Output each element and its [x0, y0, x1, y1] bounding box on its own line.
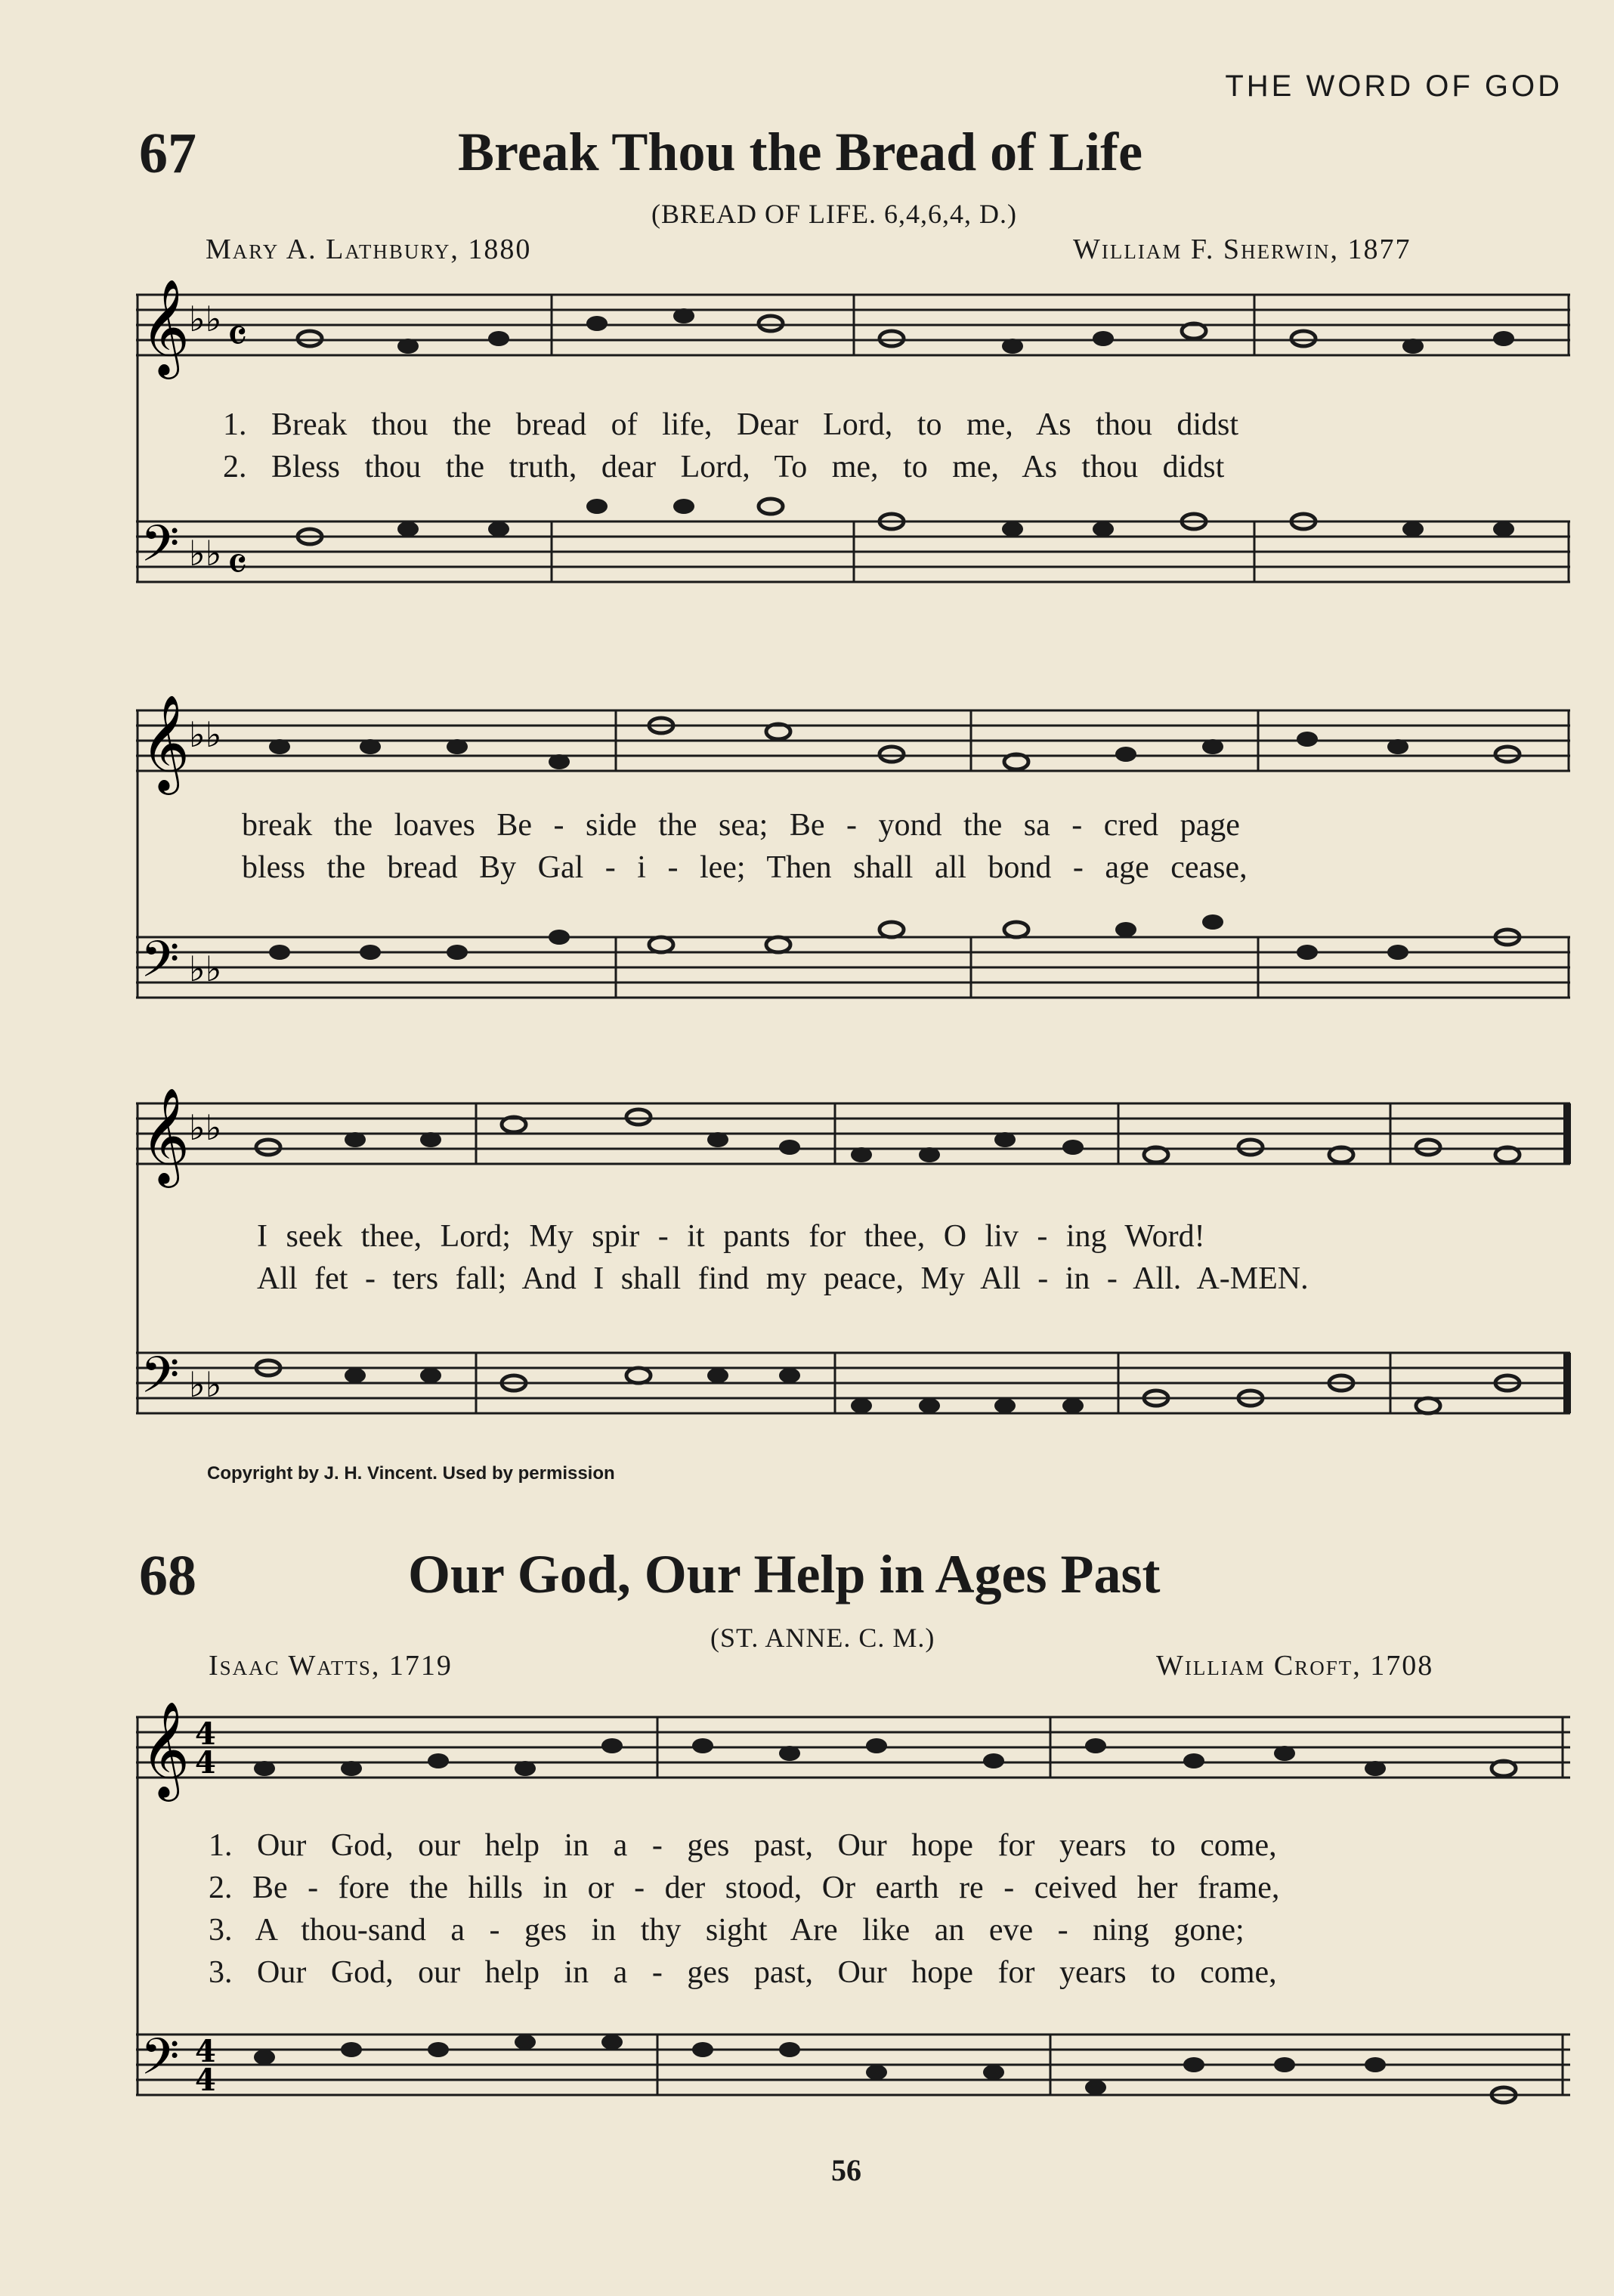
- hymn-title: Break Thou the Bread of Life: [458, 122, 1143, 182]
- svg-text:𝄢: 𝄢: [141, 930, 180, 1001]
- svg-text:4: 4: [195, 2062, 216, 2098]
- svg-text:𝄢: 𝄢: [141, 1346, 180, 1416]
- copyright-notice: Copyright by J. H. Vincent. Used by permission: [207, 1463, 615, 1484]
- lyric-line-verse-2: 2. Be - fore the hills in or - der stood, Or earth re - ceived her frame,: [209, 1871, 1280, 1905]
- lyric-line-verse-2: All fet - ters fall; And I shall find my peace, My All - in - All. A-MEN.: [257, 1261, 1309, 1296]
- lyricist-credit: Mary A. Lathbury, 1880: [206, 234, 532, 265]
- hymn-title: Our God, Our Help in Ages Past: [408, 1544, 1161, 1604]
- svg-text:♭♭: ♭♭: [189, 299, 222, 339]
- svg-text:♭♭: ♭♭: [189, 714, 222, 755]
- lyric-line-verse-2: 2. Bless thou the truth, dear Lord, To me, to me, As thou didst: [223, 450, 1225, 484]
- lyricist-credit: Isaac Watts, 1719: [209, 1650, 453, 1682]
- lyric-line-verse-1: 1. Break thou the bread of life, Dear Lord, to me, As thou didst: [223, 407, 1239, 442]
- svg-text:♭♭: ♭♭: [189, 1107, 222, 1148]
- svg-text:4: 4: [195, 1745, 216, 1781]
- lyric-line-verse-3: 3. A thou-sand a - ges in thy sight Are like an eve - ning gone;: [209, 1913, 1245, 1948]
- lyric-line-verse-4: 3. Our God, our help in a - ges past, Our hope for years to come,: [209, 1955, 1277, 1990]
- svg-text:4: 4: [195, 1716, 216, 1752]
- lyric-line-verse-2: bless the bread By Gal - i - lee; Then shall all bond - age cease,: [242, 850, 1248, 885]
- hymn-number: 68: [139, 1544, 196, 1608]
- svg-text:𝄴: 𝄴: [227, 308, 248, 364]
- svg-text:♭♭: ♭♭: [189, 1364, 222, 1405]
- svg-text:𝄞: 𝄞: [141, 1700, 190, 1797]
- lyric-line-verse-1: 1. Our God, our help in a - ges past, Our hope for years to come,: [209, 1828, 1277, 1863]
- section-header: THE WORD OF GOD: [1225, 70, 1563, 103]
- svg-text:𝄴: 𝄴: [227, 537, 248, 592]
- lyric-line-verse-1: I seek thee, Lord; My spir - it pants for thee, O liv - ing Word!: [257, 1219, 1205, 1254]
- tune-name: (BREAD OF LIFE. 6,4,6,4, D.): [651, 199, 1017, 229]
- svg-text:4: 4: [195, 2034, 216, 2069]
- svg-text:𝄢: 𝄢: [141, 515, 180, 585]
- composer-credit: William F. Sherwin, 1877: [1073, 234, 1411, 265]
- svg-text:𝄞: 𝄞: [141, 1087, 190, 1184]
- svg-text:♭♭: ♭♭: [189, 533, 222, 574]
- hymn-number: 67: [139, 122, 196, 185]
- lyric-line-verse-1: break the loaves Be - side the sea; Be - yond the sa - cred page: [242, 808, 1240, 843]
- music-system-1: [0, 272, 1614, 620]
- page-number: 56: [831, 2153, 861, 2187]
- svg-text:𝄢: 𝄢: [141, 2028, 180, 2098]
- svg-text:𝄞: 𝄞: [141, 694, 190, 791]
- tune-name: (ST. ANNE. C. M.): [710, 1623, 935, 1653]
- svg-text:♭♭: ♭♭: [189, 948, 222, 989]
- composer-credit: William Croft, 1708: [1156, 1650, 1434, 1682]
- svg-text:𝄞: 𝄞: [141, 278, 190, 375]
